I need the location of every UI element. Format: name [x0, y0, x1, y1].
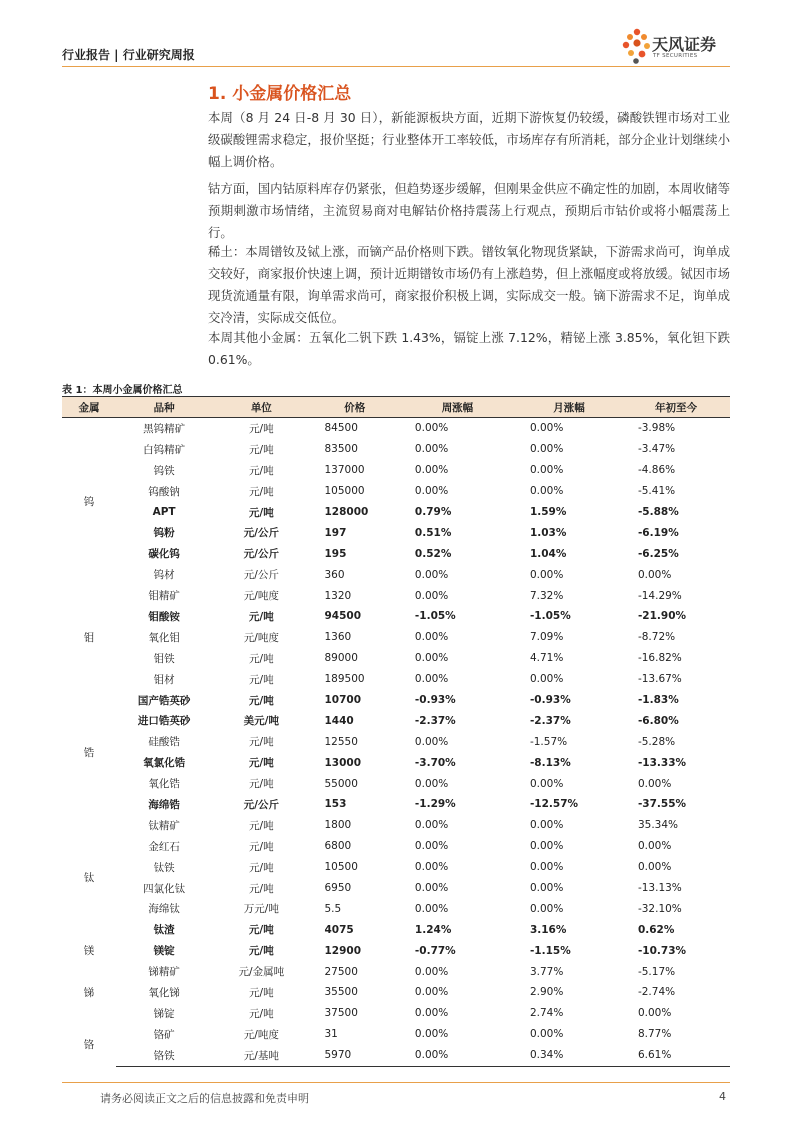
cell-ytd-change: 0.00%: [637, 861, 672, 874]
table-row: [62, 857, 730, 878]
cell-product: 钨粉: [153, 527, 175, 540]
cell-ytd-change: -6.19%: [637, 526, 679, 539]
paragraph-other-metals: 本周其他小金属：五氧化二钒下跌 1.43%，镉锭上涨 7.12%，精铋上涨 3.85%，氧化钽下跌 0.61%。: [208, 330, 730, 367]
cell-unit: 元/吨: [249, 1007, 274, 1020]
cell-product: 黑钨精矿: [143, 422, 186, 435]
cell-unit: 元/吨: [248, 757, 274, 770]
cell-unit: 元/金属吨: [238, 966, 285, 979]
cell-metal: 钨: [83, 496, 95, 509]
cell-product: 镁锭: [153, 945, 175, 958]
paragraph-cobalt: 钴方面，国内钴原料库存仍紧张，但趋势逐步缓解，但刚果金供应不确定性的加剧，本周收储等预期刺激市场情绪，主流贸易商对电解钴价格持震荡上行观点，预期后市钴价或将小幅震荡上行。: [208, 181, 730, 240]
table-row: [62, 564, 730, 585]
table-row: [62, 815, 730, 836]
table-row: [62, 1003, 730, 1024]
cell-price: 4075: [324, 923, 354, 936]
cell-week-change: 0.00%: [414, 422, 449, 435]
cell-price: 35500: [324, 986, 358, 999]
report-type-label: 行业报告 | 行业研究周报: [62, 48, 195, 62]
cell-unit: 元/吨: [249, 443, 274, 456]
page-number: 4: [719, 1090, 726, 1103]
table-row: [62, 627, 730, 648]
cell-price: 10700: [324, 694, 362, 707]
cell-metal: 铬: [83, 1039, 95, 1052]
cell-month-change: 7.32%: [529, 589, 564, 602]
cell-metal: 锆: [83, 746, 95, 759]
header-unit: 单位: [212, 397, 310, 418]
cell-price: 94500: [324, 610, 362, 623]
cell-week-change: -0.77%: [414, 944, 456, 957]
cell-unit: 元/公斤: [243, 527, 279, 540]
cell-month-change: 1.04%: [529, 547, 567, 560]
cell-product: 海绵锆: [148, 798, 180, 811]
cell-unit: 元/吨: [249, 840, 274, 853]
cell-ytd-change: -10.73%: [637, 944, 687, 957]
cell-price: 27500: [324, 965, 358, 978]
cell-product: APT: [152, 506, 176, 518]
cell-unit: 元/吨: [248, 506, 274, 519]
table-row: [62, 731, 730, 752]
cell-unit: 元/公斤: [243, 569, 279, 582]
cell-unit: 元/吨: [249, 652, 274, 665]
cell-metal: 钛: [83, 872, 95, 885]
cell-price: 5970: [311, 1045, 399, 1066]
cell-unit: 元/吨度: [243, 590, 279, 603]
cell-week-change: -2.37%: [414, 714, 456, 727]
table-row: [62, 940, 730, 961]
cell-ytd-change: -13.67%: [637, 673, 682, 686]
table-row: [62, 502, 730, 523]
cell-month-change: 0.00%: [529, 819, 564, 832]
cell-week-change: 0.00%: [414, 464, 449, 477]
cell-price: 10500: [324, 861, 358, 874]
cell-product: 铬铁: [116, 1045, 212, 1066]
cell-week-change: 0.00%: [414, 735, 449, 748]
header-week-change: 周涨幅: [399, 397, 516, 418]
cell-unit: 元/吨度: [243, 1028, 279, 1041]
cell-month-change: 0.00%: [529, 840, 564, 853]
cell-unit: 元/吨: [249, 986, 274, 999]
cell-week-change: 0.00%: [414, 1007, 449, 1020]
cell-price: 195: [324, 547, 347, 560]
cell-week-change: 0.00%: [414, 485, 449, 498]
cell-unit: 元/吨: [249, 819, 274, 832]
cell-week-change: 0.00%: [414, 443, 449, 456]
cell-month-change: -1.15%: [529, 944, 571, 957]
cell-week-change: 0.00%: [414, 986, 449, 999]
table-row: [62, 439, 730, 460]
cell-product: 锑锭: [153, 1007, 175, 1020]
cell-product: 海绵钛: [148, 903, 180, 916]
cell-price: 1320: [324, 589, 352, 602]
cell-unit: 元/公斤: [243, 798, 279, 811]
cell-ytd-change: 8.77%: [637, 1028, 672, 1041]
cell-unit: 元/基吨: [212, 1045, 310, 1066]
table-row: [62, 836, 730, 857]
cell-week-change: 0.52%: [414, 547, 452, 560]
cell-month-change: -1.57%: [529, 735, 568, 748]
header-month-change: 月涨幅: [516, 397, 622, 418]
cell-metal: 镁: [83, 945, 95, 958]
cell-price: 37500: [324, 1007, 358, 1020]
cell-week-change: 0.51%: [414, 526, 452, 539]
cell-ytd-change: -5.17%: [637, 965, 676, 978]
cell-ytd-change: -13.33%: [637, 756, 687, 769]
cell-week-change: 0.00%: [414, 819, 449, 832]
cell-month-change: 2.74%: [529, 1007, 564, 1020]
table-row: [62, 794, 730, 815]
cell-month-change: 0.00%: [529, 902, 564, 915]
cell-ytd-change: 6.61%: [622, 1045, 730, 1066]
table-row: [62, 418, 730, 439]
cell-price: 1800: [324, 819, 352, 832]
cell-unit: 元/吨: [249, 736, 274, 749]
cell-week-change: 0.00%: [414, 777, 449, 790]
cell-price: 153: [324, 798, 347, 811]
cell-month-change: 0.00%: [529, 861, 564, 874]
cell-price: 84500: [324, 422, 358, 435]
cell-price: 31: [324, 1028, 338, 1041]
cell-ytd-change: 0.00%: [637, 568, 672, 581]
cell-price: 83500: [324, 443, 358, 456]
cell-product: 钼铁: [153, 652, 175, 665]
cell-unit: 元/吨: [248, 924, 274, 937]
cell-ytd-change: 0.62%: [637, 923, 675, 936]
cell-product: 钛渣: [153, 924, 175, 937]
cell-week-change: 0.00%: [414, 673, 449, 686]
cell-unit: 元/吨: [249, 778, 274, 791]
cell-ytd-change: -2.74%: [637, 986, 676, 999]
cell-price: 6950: [324, 882, 352, 895]
cell-week-change: -3.70%: [414, 756, 456, 769]
cell-week-change: 0.00%: [414, 902, 449, 915]
cell-week-change: -0.93%: [414, 694, 456, 707]
cell-product: 氧化锆: [148, 778, 180, 791]
company-logo: [622, 26, 732, 66]
table-row: [62, 669, 730, 690]
cell-month-change: -0.93%: [529, 694, 571, 707]
cell-week-change: 0.00%: [414, 882, 449, 895]
cell-month-change: 1.59%: [529, 506, 567, 518]
cell-week-change: 0.00%: [414, 965, 449, 978]
footer-disclaimer: 请务必阅读正文之后的信息披露和免责申明: [100, 1092, 309, 1105]
cell-product: 铬矿: [153, 1028, 175, 1041]
table-row: [62, 522, 730, 543]
cell-price: 5.5: [324, 902, 342, 915]
cell-ytd-change: -14.29%: [637, 589, 682, 602]
cell-product: 钛精矿: [148, 819, 180, 832]
cell-product: 钨铁: [153, 464, 175, 477]
table-caption: 表 1：本周小金属价格汇总: [62, 385, 183, 396]
logo-name: 天风证券: [652, 35, 717, 54]
cell-month-change: 0.34%: [516, 1045, 622, 1066]
header-price: 价格: [311, 397, 399, 418]
cell-product: 锑精矿: [148, 966, 180, 979]
table-row: [62, 460, 730, 481]
cell-product: 氧化钼: [148, 631, 180, 644]
cell-month-change: 2.90%: [529, 986, 564, 999]
cell-ytd-change: -21.90%: [637, 610, 687, 623]
cell-product: 钨材: [153, 569, 175, 582]
cell-ytd-change: -3.47%: [637, 443, 676, 456]
cell-week-change: 0.00%: [414, 631, 449, 644]
table-body: [62, 418, 730, 1067]
cell-ytd-change: -1.83%: [637, 694, 679, 707]
logo-subtitle: TF SECURITIES: [653, 53, 698, 59]
cell-month-change: 0.00%: [529, 568, 564, 581]
cell-product: 氧氯化锆: [143, 757, 186, 770]
cell-ytd-change: -5.88%: [637, 506, 679, 518]
table-row: [62, 919, 730, 940]
cell-product: 氧化锑: [148, 986, 180, 999]
cell-unit: 元/吨: [249, 673, 274, 686]
paragraph-rare-earth: 稀土：本周镨钕及铽上涨，而镝产品价格则下跌。镨钕氧化物现货紧缺，下游需求尚可，询单成交较好，商家报价快速上调，预计近期镨钕市场仍有上涨趋势，但上涨幅度或将放缓。铽因市场现货流通量有限，询单需求尚可，商家报价积极上调，实际成交一般。镝下游需求不足，询单成交冷清，实际成交低位。: [208, 244, 730, 325]
cell-unit: 万元/吨: [243, 903, 279, 916]
cell-ytd-change: -8.72%: [637, 631, 676, 644]
cell-ytd-change: 0.00%: [637, 777, 672, 790]
section-title: 1. 小金属价格汇总: [208, 84, 352, 104]
cell-month-change: 0.00%: [529, 422, 564, 435]
cell-unit: 元/公斤: [243, 548, 279, 561]
cell-product: 钼精矿: [148, 590, 180, 603]
table-row: [62, 773, 730, 794]
cell-month-change: 0.00%: [529, 882, 564, 895]
cell-price: 105000: [324, 485, 365, 498]
cell-week-change: 0.00%: [414, 840, 449, 853]
cell-month-change: 0.00%: [529, 673, 564, 686]
cell-ytd-change: -37.55%: [637, 798, 687, 811]
table-row: [62, 690, 730, 711]
cell-month-change: -8.13%: [529, 756, 571, 769]
logo-mark-icon: [622, 26, 652, 66]
cell-week-change: -1.05%: [414, 610, 456, 623]
cell-ytd-change: -32.10%: [637, 902, 682, 915]
cell-month-change: -1.05%: [529, 610, 571, 623]
table-header-row: [62, 397, 730, 418]
cell-ytd-change: 0.00%: [637, 1007, 672, 1020]
cell-month-change: 7.09%: [529, 631, 564, 644]
cell-month-change: -2.37%: [529, 714, 571, 727]
cell-week-change: 0.00%: [414, 568, 449, 581]
table-row: [62, 898, 730, 919]
cell-ytd-change: 35.34%: [637, 819, 678, 832]
cell-week-change: -1.29%: [414, 798, 456, 811]
cell-week-change: 0.00%: [399, 1045, 516, 1066]
cell-week-change: 0.00%: [414, 589, 449, 602]
cell-unit: 元/吨: [248, 610, 274, 623]
metal-price-table: [62, 396, 730, 1067]
cell-product: 钛铁: [153, 861, 175, 874]
cell-product: 碳化钨: [148, 548, 180, 561]
cell-unit: 美元/吨: [243, 715, 279, 728]
cell-ytd-change: -5.41%: [637, 485, 676, 498]
cell-price: 137000: [324, 464, 365, 477]
table-row: [62, 585, 730, 606]
cell-unit: 元/吨: [249, 882, 274, 895]
header-product: 品种: [116, 397, 212, 418]
cell-price: 55000: [324, 777, 358, 790]
cell-product: 钼酸铵: [148, 610, 180, 623]
header-divider: [62, 66, 730, 67]
cell-ytd-change: -4.86%: [637, 464, 676, 477]
cell-metal: 锑: [83, 986, 95, 999]
cell-month-change: 0.00%: [529, 464, 564, 477]
table-row: [62, 752, 730, 773]
cell-price: 6800: [324, 840, 352, 853]
cell-product: 白钨精矿: [143, 443, 186, 456]
cell-price: 13000: [324, 756, 362, 769]
cell-ytd-change: -5.28%: [637, 735, 676, 748]
cell-price: 1440: [324, 714, 354, 727]
cell-product: 金红石: [148, 840, 180, 853]
cell-product: 进口锆英砂: [137, 715, 191, 728]
cell-product: 钼材: [153, 673, 175, 686]
cell-price: 12900: [324, 944, 362, 957]
cell-month-change: 0.00%: [529, 1028, 564, 1041]
cell-product: 国产锆英砂: [137, 694, 191, 707]
cell-week-change: 0.79%: [414, 506, 452, 518]
cell-month-change: 4.71%: [529, 652, 564, 665]
cell-unit: 元/吨: [249, 422, 274, 435]
cell-month-change: 0.00%: [529, 485, 564, 498]
cell-price: 1360: [324, 631, 352, 644]
footer-divider: [62, 1082, 730, 1083]
table-row: [62, 961, 730, 982]
cell-ytd-change: -6.80%: [637, 714, 679, 727]
cell-metal: 钼: [83, 631, 95, 644]
cell-unit: 元/吨度: [243, 631, 279, 644]
cell-ytd-change: 0.00%: [637, 840, 672, 853]
table-row: [62, 1045, 730, 1066]
header-metal: 金属: [62, 397, 116, 418]
table-row: [62, 878, 730, 899]
cell-week-change: 0.00%: [414, 652, 449, 665]
cell-ytd-change: -3.98%: [637, 422, 676, 435]
cell-unit: 元/吨: [248, 694, 274, 707]
cell-month-change: 3.77%: [529, 965, 564, 978]
cell-product: 硅酸锆: [148, 736, 180, 749]
cell-week-change: 0.00%: [414, 1028, 449, 1041]
cell-product: 钨酸钠: [148, 485, 180, 498]
cell-month-change: 3.16%: [529, 923, 567, 936]
table-row: [62, 1024, 730, 1045]
cell-unit: 元/吨: [249, 485, 274, 498]
cell-ytd-change: -16.82%: [637, 652, 682, 665]
cell-price: 197: [324, 526, 347, 539]
header-ytd-change: 年初至今: [622, 397, 730, 418]
cell-product: 四氯化钛: [143, 882, 186, 895]
paragraph-new-energy: 本周（8 月 24 日-8 月 30 日），新能源板块方面，近期下游恢复仍较缓，磷酸铁锂市场对工业级碳酸锂需求稳定，报价坚挺；行业整体开工率较低，市场库存有所消耗，部分企业计划继续小幅上调价格。: [208, 110, 730, 169]
cell-unit: 元/吨: [249, 464, 274, 477]
cell-month-change: 1.03%: [529, 526, 567, 539]
table-row: [62, 710, 730, 731]
cell-month-change: -12.57%: [529, 798, 579, 811]
cell-month-change: 0.00%: [529, 777, 564, 790]
cell-price: 128000: [324, 506, 369, 518]
cell-week-change: 1.24%: [414, 923, 452, 936]
cell-week-change: 0.00%: [414, 861, 449, 874]
cell-month-change: 0.00%: [529, 443, 564, 456]
table-row: [62, 648, 730, 669]
cell-ytd-change: -13.13%: [637, 882, 682, 895]
cell-unit: 元/吨: [249, 861, 274, 874]
cell-price: 360: [324, 568, 345, 581]
table-row: [62, 982, 730, 1003]
table-row: [62, 606, 730, 627]
cell-price: 189500: [324, 673, 365, 686]
cell-price: 89000: [324, 652, 358, 665]
cell-unit: 元/吨: [248, 945, 274, 958]
table-row: [62, 481, 730, 502]
cell-ytd-change: -6.25%: [637, 547, 679, 560]
table-row: [62, 543, 730, 564]
cell-price: 12550: [324, 735, 358, 748]
